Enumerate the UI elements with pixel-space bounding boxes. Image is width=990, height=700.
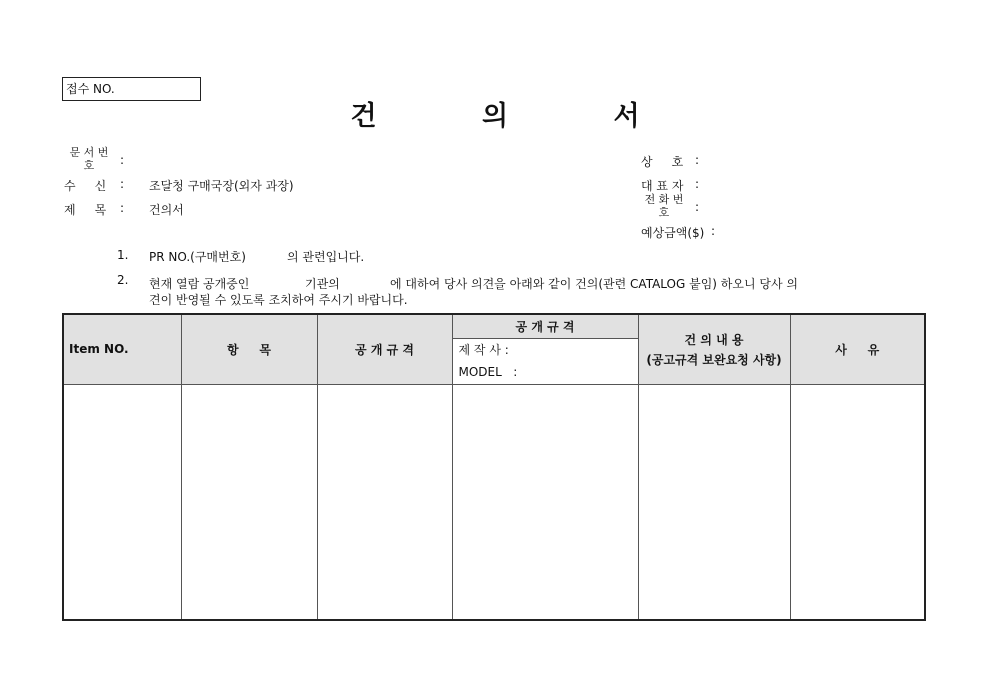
body-cell-maker-model[interactable] bbox=[452, 384, 638, 620]
header-suggestion-line-1: 건 의 내 용 bbox=[684, 332, 744, 347]
header-reason-text: 사 유 bbox=[835, 342, 880, 357]
header-public-spec-group bbox=[452, 314, 638, 338]
header-reason bbox=[790, 314, 925, 384]
paragraph-2-part-b: 기관의 bbox=[305, 277, 340, 291]
paragraph-2-number: 2. bbox=[117, 273, 129, 287]
header-suggestion-line-2: (공고규격 보완요청 사항) bbox=[646, 352, 782, 367]
estimated-amount-label: 예상금액($) bbox=[641, 226, 705, 240]
phone-label-bottom: 호 bbox=[658, 206, 670, 219]
phone-label-top: 전 화 번 bbox=[644, 193, 684, 206]
phone-colon: : bbox=[695, 200, 700, 214]
representative-colon: : bbox=[695, 177, 700, 191]
model-label: MODEL : bbox=[458, 364, 518, 379]
header-suggestion bbox=[638, 314, 790, 384]
header-item-text: 항 목 bbox=[226, 342, 272, 357]
document-title bbox=[0, 94, 990, 133]
header-public-spec-group-text: 공 개 규 격 bbox=[515, 319, 575, 334]
recipient-label: 수 신 bbox=[64, 179, 107, 193]
header-item-no bbox=[63, 314, 181, 384]
receipt-number-label: 접수 NO. bbox=[66, 82, 115, 96]
title-char-2: 의 bbox=[481, 101, 509, 132]
doc-number-label-top: 문 서 번 bbox=[69, 146, 109, 159]
header-item bbox=[181, 314, 317, 384]
pr-number-label: PR NO.(구매번호) bbox=[149, 250, 246, 264]
header-public-spec bbox=[317, 314, 452, 384]
subject-colon: : bbox=[120, 201, 125, 215]
body-cell-reason[interactable] bbox=[790, 384, 925, 620]
representative-label: 대 표 자 bbox=[641, 179, 684, 193]
subject-label: 제 목 bbox=[64, 203, 107, 217]
body-cell-item[interactable] bbox=[181, 384, 317, 620]
body-cell-suggestion[interactable] bbox=[638, 384, 790, 620]
company-label: 상 호 bbox=[641, 155, 684, 169]
recipient-value: 조달청 구매국장(외자 과장) bbox=[149, 179, 294, 193]
title-char-3: 서 bbox=[613, 101, 640, 132]
estimated-amount-colon: : bbox=[711, 224, 716, 238]
paragraph-2-line-2: 견이 반영될 수 있도록 조치하여 주시기 바랍니다. bbox=[149, 293, 408, 307]
doc-number-label-bottom: 호 bbox=[83, 159, 95, 172]
subject-value: 건의서 bbox=[149, 203, 184, 217]
paragraph-2-part-a: 현재 열람 공개중인 bbox=[149, 277, 250, 291]
doc-number-label bbox=[64, 146, 114, 172]
maker-label: 제 작 사 : bbox=[458, 342, 509, 357]
header-item-no-text: Item NO. bbox=[69, 342, 129, 357]
header-public-spec-text: 공 개 규 격 bbox=[355, 342, 414, 357]
maker-model-cell bbox=[452, 338, 638, 384]
title-char-1: 건 bbox=[350, 101, 377, 132]
paragraph-2-part-c: 에 대하여 당사 의견을 아래와 같이 건의(관련 CATALOG 붙임) 하오니 당사 의 bbox=[390, 277, 798, 291]
paragraph-1-number: 1. bbox=[117, 248, 129, 262]
recipient-colon: : bbox=[120, 177, 125, 191]
body-cell-item-no[interactable] bbox=[63, 384, 181, 620]
phone-label bbox=[639, 193, 689, 219]
paragraph-1-tail: 의 관련입니다. bbox=[287, 250, 365, 264]
doc-number-colon: : bbox=[120, 153, 125, 167]
company-colon: : bbox=[695, 153, 700, 167]
body-cell-public-spec[interactable] bbox=[317, 384, 452, 620]
suggestion-table bbox=[62, 313, 926, 621]
